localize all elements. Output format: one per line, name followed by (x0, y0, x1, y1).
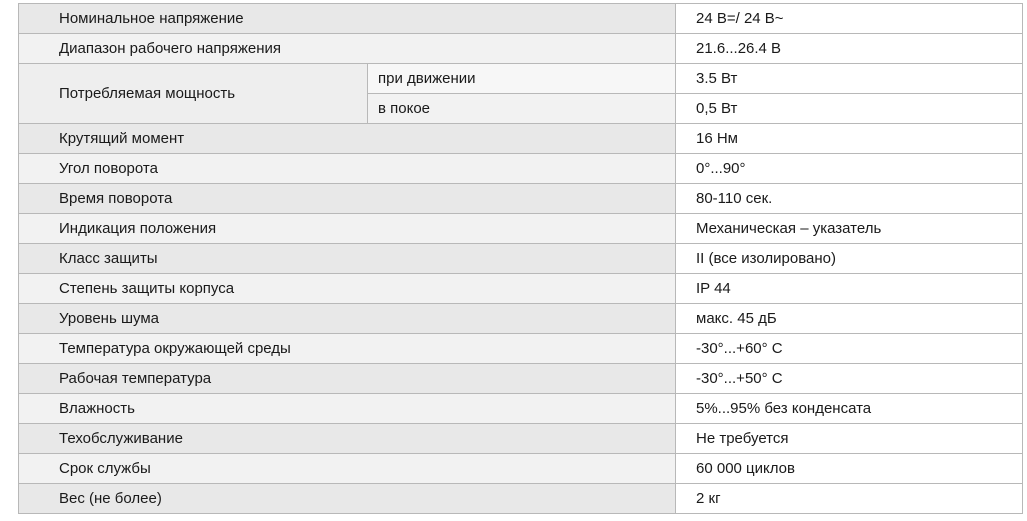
spec-value: 60 000 циклов (676, 454, 1023, 484)
spec-value: 16 Нм (676, 124, 1023, 154)
table-row (19, 4, 1023, 34)
table-row (19, 154, 1023, 184)
spec-name: Угол поворота (19, 154, 676, 184)
spec-name: Техобслуживание (19, 424, 676, 454)
spec-name: Крутящий момент (19, 124, 676, 154)
spec-value: 24 В=/ 24 В~ (676, 4, 1023, 34)
table-row (19, 184, 1023, 214)
spec-name: Уровень шума (19, 304, 676, 334)
spec-value: -30°...+50° С (676, 364, 1023, 394)
table-row (19, 304, 1023, 334)
spec-name: Время поворота (19, 184, 676, 214)
spec-value: 0,5 Вт (676, 94, 1023, 124)
table-row (19, 64, 1023, 94)
spec-value: 21.6...26.4 В (676, 34, 1023, 64)
spec-value: 0°...90° (676, 154, 1023, 184)
spec-value: 2 кг (676, 484, 1023, 514)
table-row (19, 334, 1023, 364)
spec-name: Температура окружающей среды (19, 334, 676, 364)
spec-name: Рабочая температура (19, 364, 676, 394)
spec-value: 3.5 Вт (676, 64, 1023, 94)
spec-sub-label: в покое (368, 94, 676, 124)
spec-value: -30°...+60° С (676, 334, 1023, 364)
table-row (19, 424, 1023, 454)
spec-value: II (все изолировано) (676, 244, 1023, 274)
spec-name: Срок службы (19, 454, 676, 484)
table-row (19, 34, 1023, 64)
spec-name: Номинальное напряжение (19, 4, 676, 34)
table-row (19, 214, 1023, 244)
table-row (19, 124, 1023, 154)
table-row (19, 454, 1023, 484)
spec-table (18, 3, 1023, 514)
table-row (19, 484, 1023, 514)
spec-name: Влажность (19, 394, 676, 424)
spec-name: Степень защиты корпуса (19, 274, 676, 304)
spec-sub-label: при движении (368, 64, 676, 94)
spec-value: макс. 45 дБ (676, 304, 1023, 334)
table-row (19, 244, 1023, 274)
table-row (19, 394, 1023, 424)
spec-value: IP 44 (676, 274, 1023, 304)
table-row (19, 364, 1023, 394)
table-row (19, 274, 1023, 304)
spec-name: Класс защиты (19, 244, 676, 274)
spec-name: Индикация положения (19, 214, 676, 244)
spec-value: Механическая – указатель (676, 214, 1023, 244)
spec-name: Диапазон рабочего напряжения (19, 34, 676, 64)
spec-name: Потребляемая мощность (19, 64, 368, 124)
spec-value: Не требуется (676, 424, 1023, 454)
spec-value: 5%...95% без конденсата (676, 394, 1023, 424)
spec-value: 80-110 сек. (676, 184, 1023, 214)
spec-name: Вес (не более) (19, 484, 676, 514)
